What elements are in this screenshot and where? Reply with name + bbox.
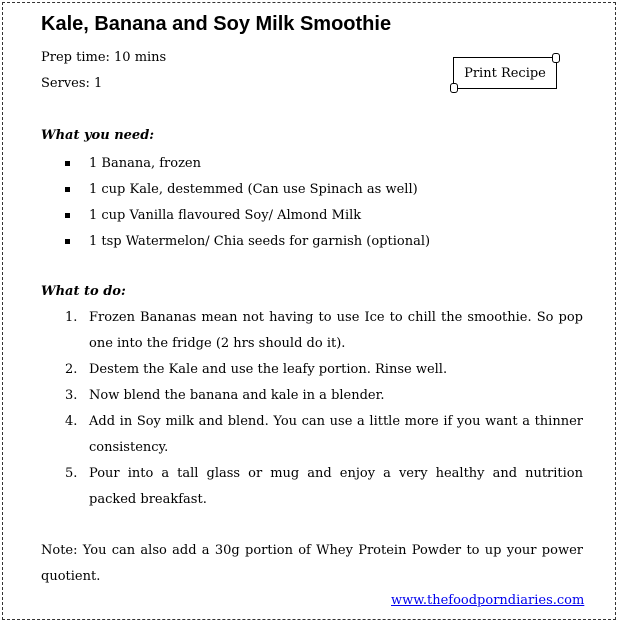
step-number: 2.	[65, 362, 78, 377]
print-recipe-button[interactable]	[453, 57, 557, 89]
step-number: 5.	[65, 466, 78, 481]
step-item	[61, 461, 583, 513]
step-item	[61, 409, 583, 461]
step-text: Frozen Bananas mean not having to use Ice to chill the smoothie. So pop one into the fridge (2 hrs should do it).	[89, 310, 583, 351]
step-number: 4.	[65, 414, 78, 429]
step-item	[61, 305, 583, 357]
serves: Serves: 1	[41, 76, 103, 91]
step-text: Pour into a tall glass or mug and enjoy a very healthy and nutrition packed breakfast.	[89, 466, 583, 507]
recipe-note: Note: You can also add a 30g portion of Whey Protein Powder to up your power quotient.	[41, 543, 583, 584]
ingredient-item: 1 cup Kale, destemmed (Can use Spinach as well)	[63, 177, 430, 203]
steps-list	[61, 305, 583, 513]
prep-time: Prep time: 10 mins	[41, 50, 167, 65]
step-text: Now blend the banana and kale in a blender.	[89, 388, 385, 403]
scroll-curl-icon	[450, 83, 458, 93]
step-number: 3.	[65, 388, 78, 403]
ingredient-item: 1 cup Vanilla flavoured Soy/ Almond Milk	[63, 203, 430, 229]
ingredients-list	[63, 151, 430, 255]
recipe-card	[2, 2, 616, 620]
step-item	[61, 357, 583, 383]
step-text: Add in Soy milk and blend. You can use a little more if you want a thinner consistency.	[89, 414, 583, 455]
website-link[interactable]: www.thefoodporndiaries.com	[391, 593, 585, 608]
print-recipe-label: Print Recipe	[464, 65, 546, 81]
steps-heading: What to do:	[41, 284, 126, 299]
ingredient-item: 1 tsp Watermelon/ Chia seeds for garnish (optional)	[63, 229, 430, 255]
scroll-curl-icon	[552, 53, 560, 63]
ingredient-item: 1 Banana, frozen	[63, 151, 430, 177]
step-item	[61, 383, 583, 409]
recipe-title: Kale, Banana and Soy Milk Smoothie	[41, 13, 392, 35]
ingredients-heading: What you need:	[41, 128, 155, 143]
step-number: 1.	[65, 310, 78, 325]
step-text: Destem the Kale and use the leafy portion. Rinse well.	[89, 362, 448, 377]
